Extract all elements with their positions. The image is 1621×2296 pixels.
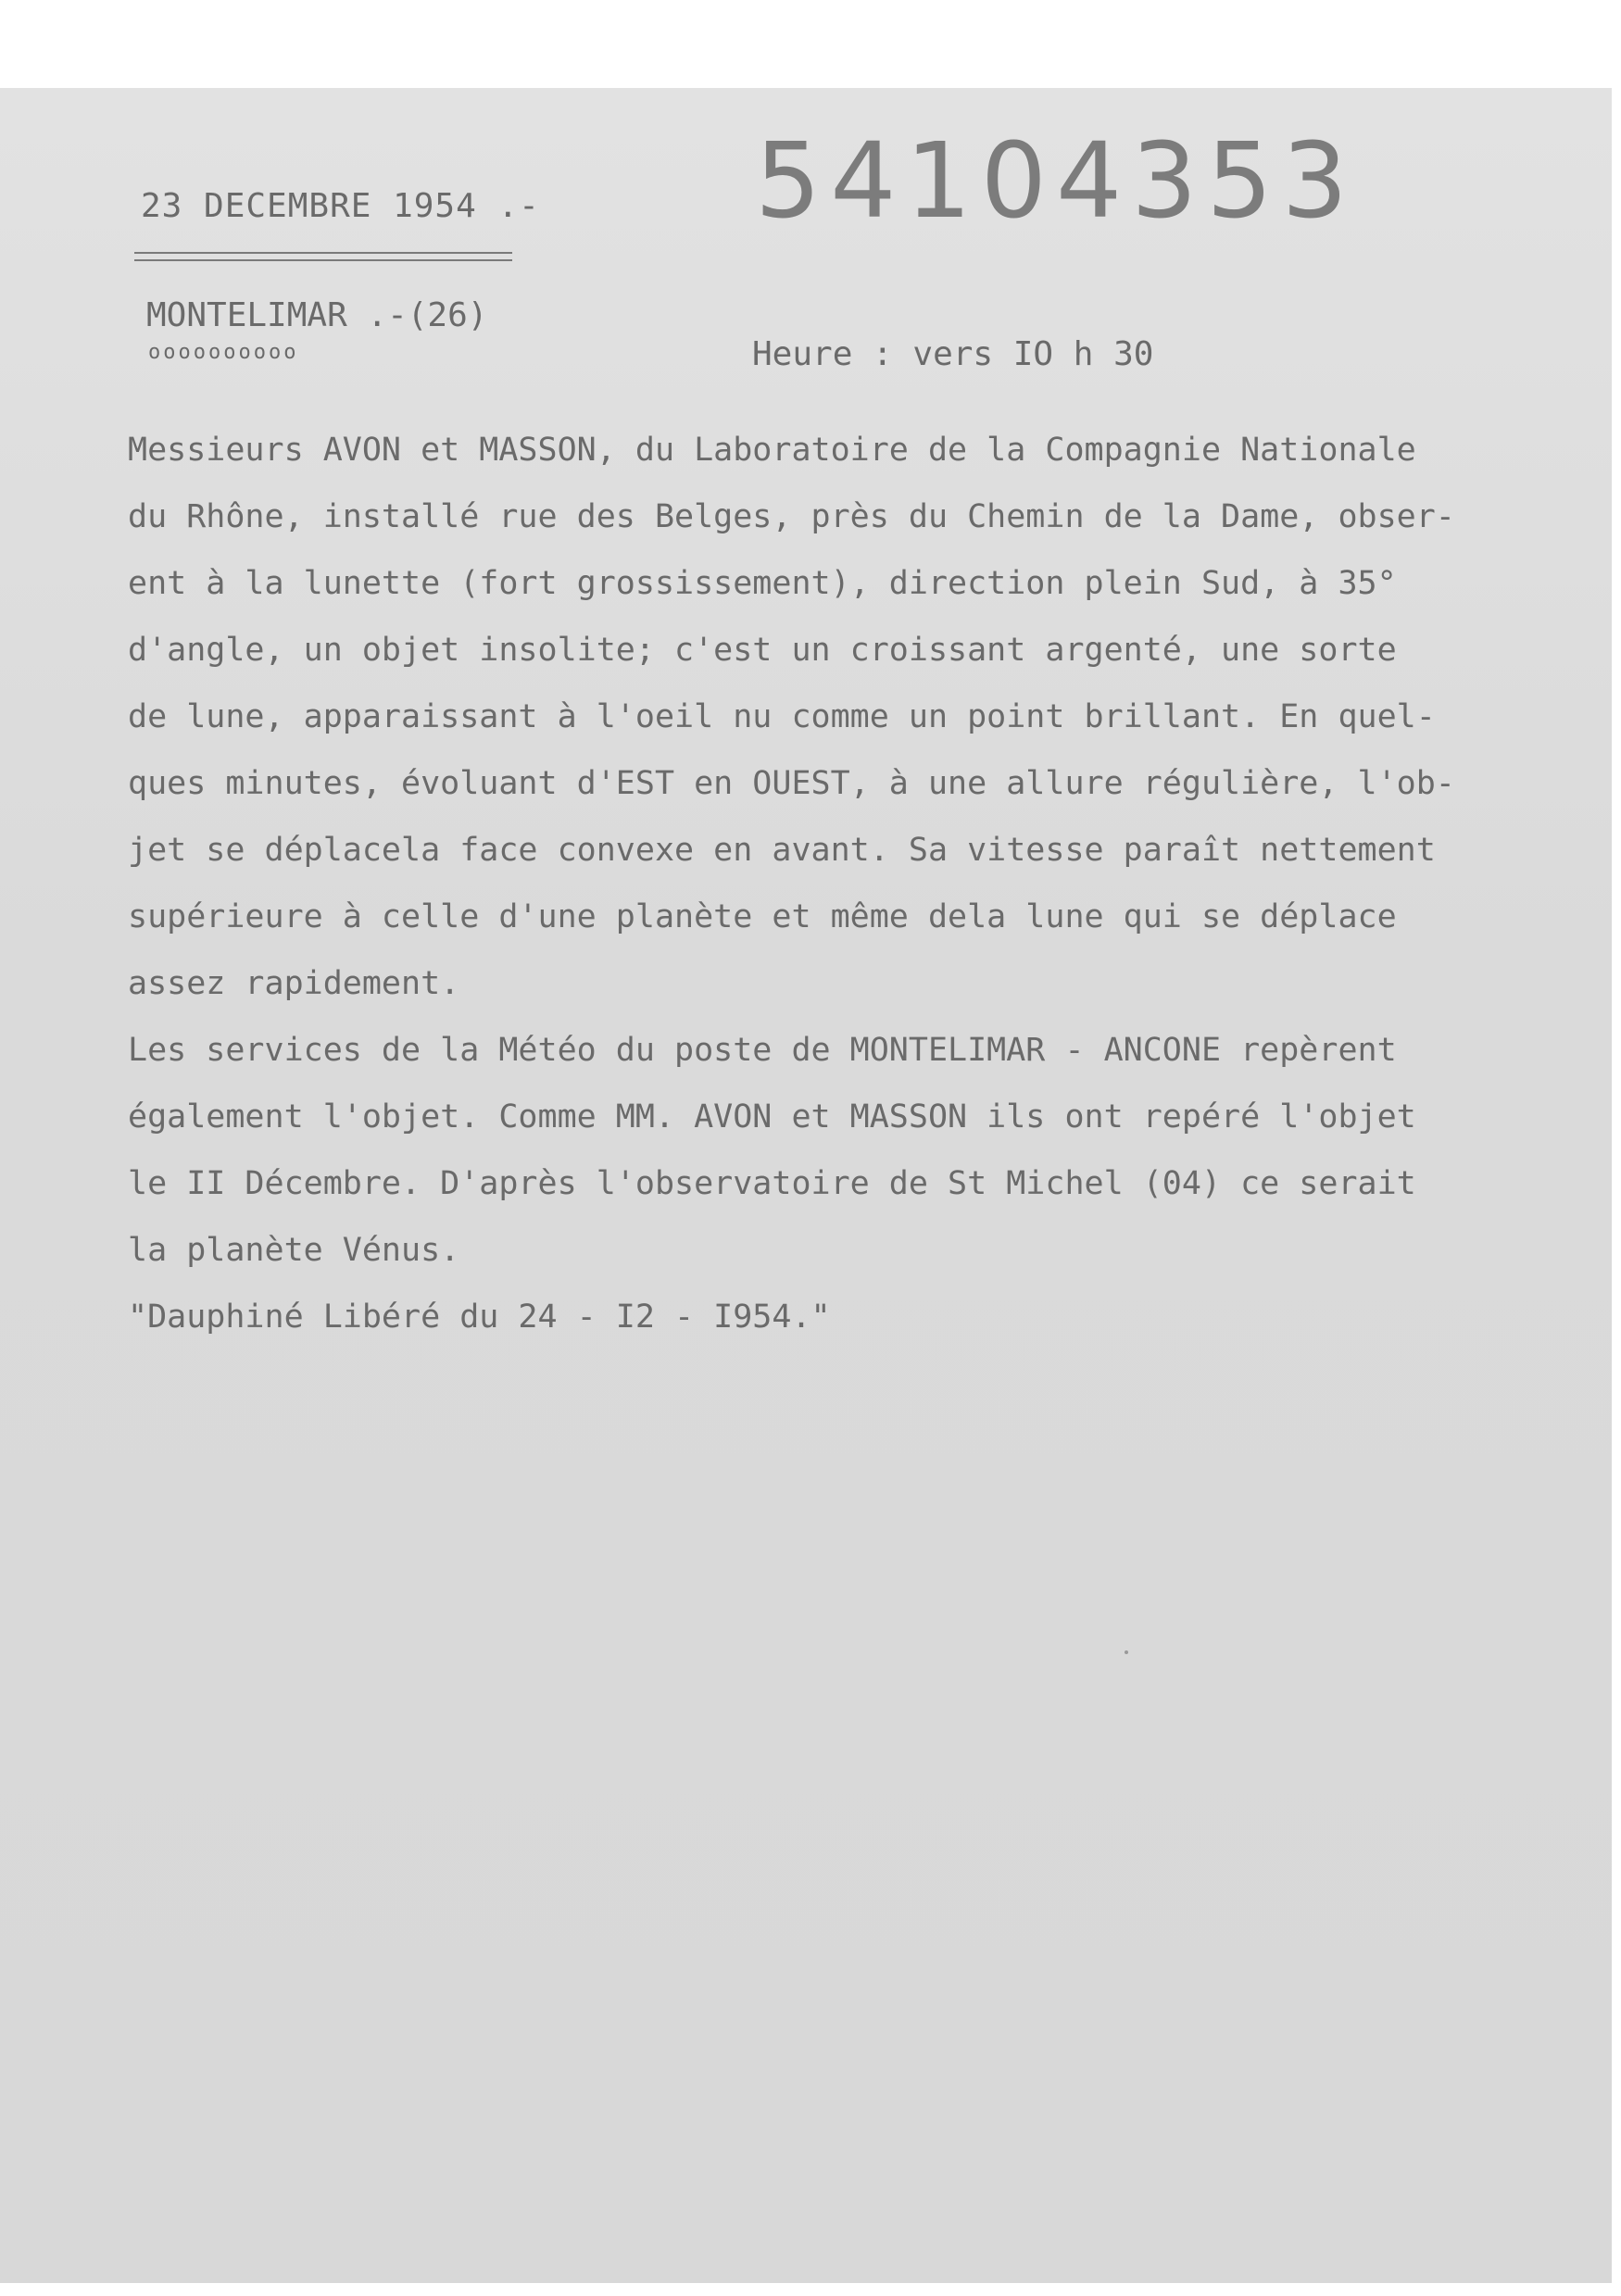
body-line: la planète Vénus. [128,1232,460,1269]
location-underline: oooooooooo [148,341,299,364]
body-line: ques minutes, évoluant d'EST en OUEST, à une allure régulière, l'ob- [128,765,1455,802]
body-line: Les services de la Météo du poste de MONTELIMAR - ANCONE repèrent [128,1032,1397,1069]
body-line: du Rhône, installé rue des Belges, près du Chemin de la Dame, obser- [128,498,1455,535]
body-line: de lune, apparaissant à l'oeil nu comme un point brillant. En quel- [128,698,1436,735]
body-line: supérieure à celle d'une planète et même dela lune qui se déplace [128,898,1397,935]
time-note: Heure : vers IO h 30 [752,335,1154,373]
stamp-number: 54104353 [755,121,1358,242]
body-line: Messieurs AVON et MASSON, du Laboratoire de la Compagnie Nationale [128,432,1416,469]
body-line: le II Décembre. D'après l'observatoire de St Michel (04) ce serait [128,1165,1416,1202]
body-line: jet se déplacela face convexe en avant. Sa vitesse paraît nettement [128,832,1436,869]
body-line: d'angle, un objet insolite; c'est un croissant argenté, une sorte [128,632,1397,669]
paper-speck [1125,1650,1128,1654]
body-line: également l'objet. Comme MM. AVON et MASSON ils ont repéré l'objet [128,1098,1416,1135]
date-underline-2 [134,259,512,261]
body-line: assez rapidement. [128,965,460,1002]
document-date: 23 DECEMBRE 1954 .- [141,187,540,225]
date-underline-1 [134,252,512,254]
body-line-source: "Dauphiné Libéré du 24 - I2 - I954." [128,1299,831,1336]
body-line: ent à la lunette (fort grossissement), direction plein Sud, à 35° [128,565,1397,602]
report-body [128,417,1610,1350]
location-heading: MONTELIMAR .-(26) [146,296,488,334]
